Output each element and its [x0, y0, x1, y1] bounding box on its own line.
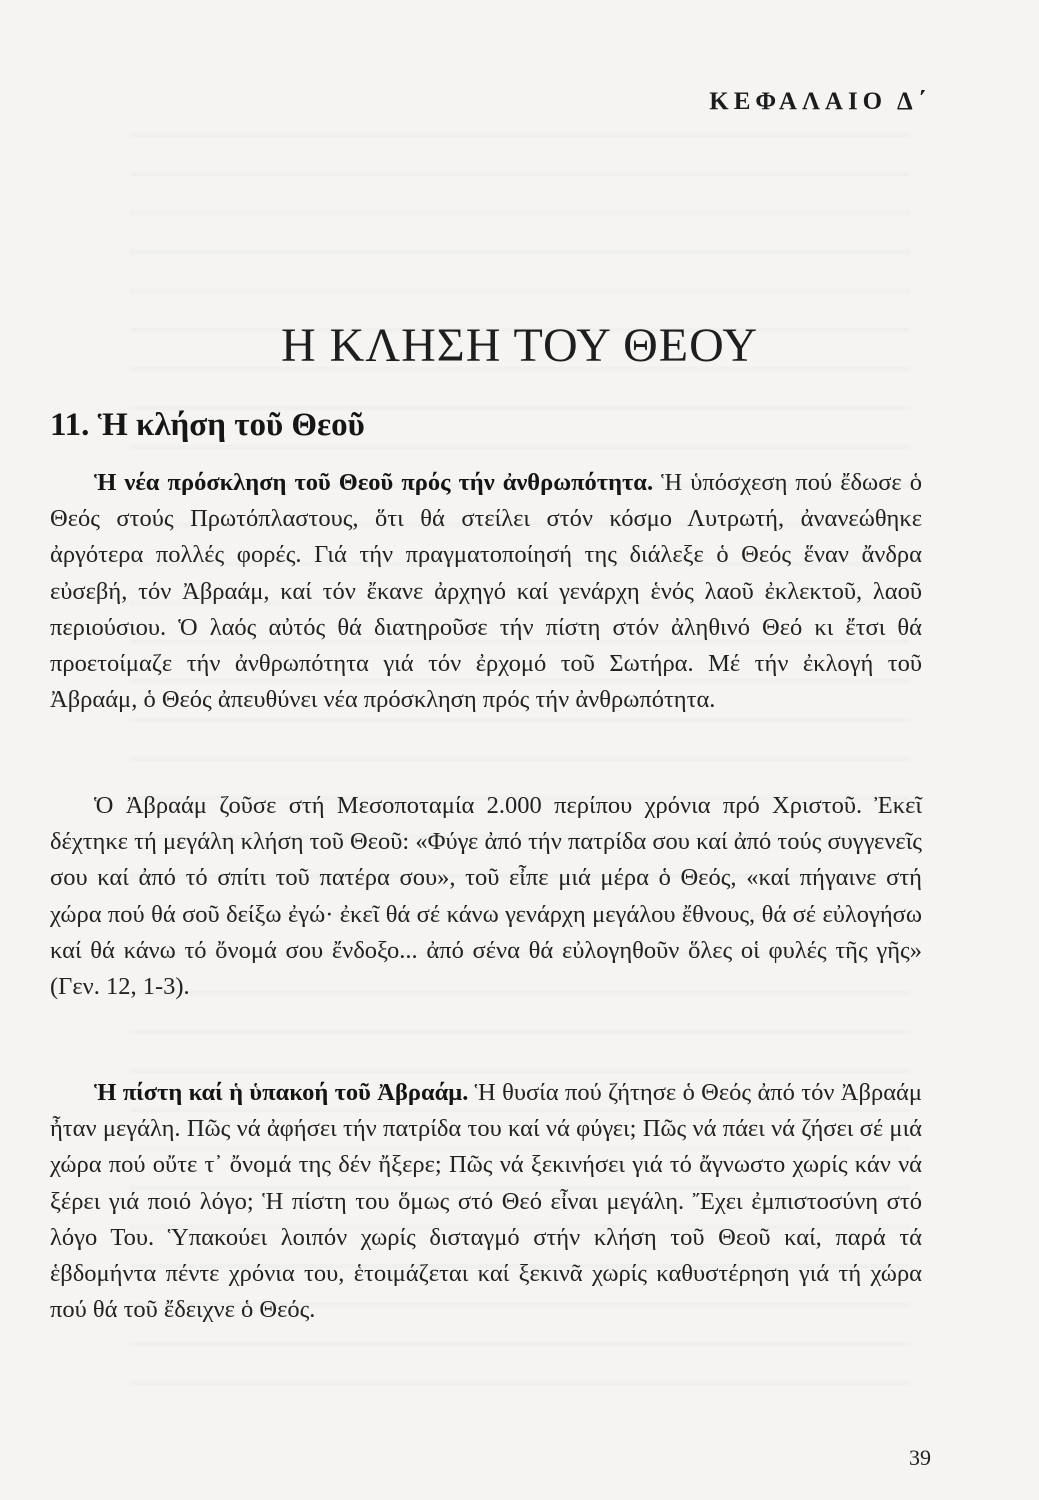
paragraph-text: Ἡ ὑπόσχεση πού ἔδωσε ὁ Θεός στούς Πρωτόπλαστους, ὅτι θά στείλει στόν κόσμο Λυτρωτή, ἀνανεώθηκε ἀργότερα πολλές φορές. Γιά τήν πραγματοποίησή της διάλεξε ὁ Θεός ἕναν ἄνδρα εὐσεβή, τόν Ἀβραάμ, καί τόν ἔκανε ἀρχηγό καί γενάρχη ἑνός λαοῦ ἐκλεκτοῦ, λαοῦ περιούσιου. Ὁ λαός αὐτός θά διατηροῦσε τήν πίστη στόν ἀληθινό Θεό κι ἔτσι θά προετοίμαζε τήν ἀνθρωπότητα γιά τόν ἐρχομό τοῦ Σωτήρα. Μέ τήν ἐκλογή τοῦ Ἀβραάμ, ὁ Θεός ἀπευθύνει νέα πρόσκληση πρός τήν ἀνθρωπότητα. [50, 469, 922, 714]
paragraph-new-invitation [50, 465, 922, 718]
paragraph-lead: Ἡ πίστη καί ἡ ὑπακοή τοῦ Ἀβραάμ. [94, 1079, 469, 1106]
page-number: 39 [909, 1445, 931, 1470]
paragraph-text: Ἡ θυσία πού ζήτησε ὁ Θεός ἀπό τόν Ἀβραάμ ἦταν μεγάλη. Πῶς νά ἀφήσει τήν πατρίδα του καί νά φύγει; Πῶς νά πάει νά ζήσει σέ μιά χώρα πού οὔτε τ᾽ ὄνομά της δέν ἤξερε; Πῶς νά ξεκινήσει γιά τό ἄγνωστο χωρίς κάν νά ξέρει γιά ποιό λόγο; Ἡ πίστη του ὅμως στό Θεό εἶναι μεγάλη. Ἔχει ἐμπιστοσύνη στό λόγο Του. Ὑπακούει λοιπόν χωρίς δισταγμό στήν κλήση τοῦ Θεοῦ καί, παρά τά ἑβδομήντα πέντε χρόνια του, ἑτοιμάζεται καί ξεκινᾶ χωρίς καθυστέρηση γιά τή χώρα πού θά τοῦ ἔδειχνε ὁ Θεός. [50, 1079, 922, 1324]
paragraph-abraham-call [50, 788, 922, 1005]
paragraph-faith-obedience [50, 1075, 922, 1328]
paragraph-lead: Ἡ νέα πρόσκληση τοῦ Θεοῦ πρός τήν ἀνθρωπότητα. [94, 469, 654, 496]
section-heading: 11. Ἡ κλήση τοῦ Θεοῦ [50, 407, 365, 443]
page-title: Η ΚΛΗΣΗ ΤΟΥ ΘΕΟΥ [280, 319, 759, 372]
chapter-label: ΚΕΦΑΛΑΙΟ Δ΄ [709, 88, 931, 115]
paragraph-text: Ὁ Ἀβραάμ ζοῦσε στή Μεσοποταμία 2.000 περίπου χρόνια πρό Χριστοῦ. Ἐκεῖ δέχτηκε τή μεγάλη κλήση τοῦ Θεοῦ: «Φύγε ἀπό τήν πατρίδα σου καί ἀπό τούς συγγενεῖς σου καί ἀπό τό σπίτι τοῦ πατέρα σου», τοῦ εἶπε μιά μέρα ὁ Θεός, «καί πήγαινε στή χώρα πού θά σοῦ δείξω ἐγώ· ἐκεῖ θά σέ κάνω γενάρχη μεγάλου ἔθνους, θά σέ εὐλογήσω καί θά κάνω τό ὄνομά σου ἔνδοξο... ἀπό σένα θά εὐλογηθοῦν ὅλες οἱ φυλές τῆς γῆς» (Γεν. 12, 1-3). [50, 792, 922, 1001]
